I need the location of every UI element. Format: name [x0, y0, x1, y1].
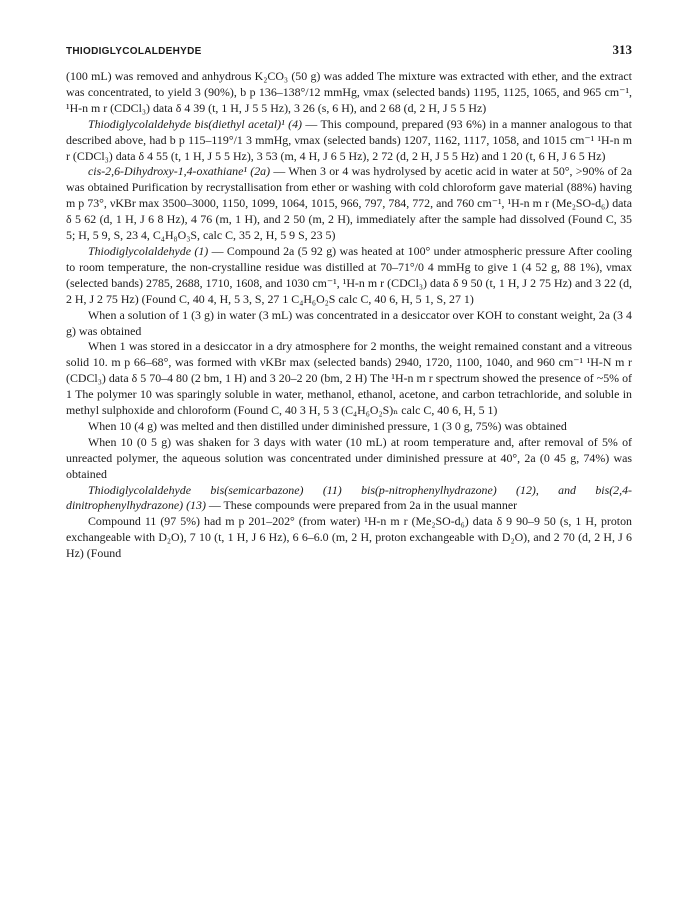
article-body: [66, 69, 632, 562]
paragraph-derivatives: [66, 483, 632, 515]
paragraph-compound-1: [66, 244, 632, 308]
paragraph-compound-11: [66, 514, 632, 562]
paragraph-text: — Compound 2a (5 92 g) was heated at 100° under atmospheric pressure After cooling to room temperature, the non-crystalline residue was distilled at 70–71°/0 4 mmHg to give 1 (4 52 g, 88 1%), νmax (selected bands) 2785, 2688, 1710, 1608, and 1030 cm⁻¹, ¹H-n m r (CDCl₃) data δ 9 50 (t, 1 H, J 2 75 Hz) and 3 22 (d, 2 H, J 2 75 Hz) (Found C, 40 4, H, 5 3, S, 27 1 C₄H₆O₂S calc C, 40 6, H, 5 1, S, 27 1): [66, 243, 632, 306]
paragraph-compound-4: [66, 117, 632, 165]
compound-heading: Thiodiglycolaldehyde bis(diethyl acetal)¹ (4): [88, 116, 302, 131]
paragraph-text: (100 mL) was removed and anhydrous K₂CO₃ (50 g) was added The mixture was extracted with ether, and the extract was concentrated, to yield 3 (90%), b p 136–138°/12 mmHg, νmax (selected bands) 1195, 1125, 1065, and 965 cm⁻¹, ¹H-n m r (CDCl₃) data δ 4 39 (t, 1 H, J 5 5 Hz), 3 26 (s, 6 H), and 2 68 (d, 2 H, J 5 5 Hz): [66, 69, 632, 115]
paragraph-desiccator: [66, 308, 632, 340]
compound-heading: Thiodiglycolaldehyde (1): [88, 243, 209, 258]
page-number: 313: [612, 42, 632, 57]
compound-heading: Thiodiglycolaldehyde bis(semicarbazone) (11) bis(p-nitrophenylhydrazone) (12), and bis(2,4-dinitrophenylhydrazone) (13): [66, 482, 632, 513]
paragraph-text: When 10 (4 g) was melted and then distilled under diminished pressure, 1 (3 0 g, 75%) was obtained: [88, 418, 567, 433]
compound-heading: cis-2,6-Dihydroxy-1,4-oxathiane¹ (2a): [88, 164, 271, 179]
paragraph-text: When 1 was stored in a desiccator in a dry atmosphere for 2 months, the weight remained constant and a vitreous solid 10. m p 66–68°, was formed with νKBr max (selected bands) 2940, 1720, 1100, 1040, and 960 cm⁻¹ ¹H-N m r (CDCl₃) data δ 5 70–4 80 (2 bm, 1 H) and 3 20–2 20 (bm, 2 H) The ¹H-n m r spectrum showed the presence of ~5% of 1 The polymer 10 was sparingly soluble in water, methanol, ethanol, acetone, and carbon tetrachloride, and soluble in methyl sulphoxide and chloroform (Found C, 40 3 H, 5 3 (C₄H₆O₂S)ₙ calc C, 40 6, H, 5 1): [66, 339, 632, 418]
paragraph-hydrolysis: [66, 435, 632, 483]
running-title: THIODIGLYCOLALDEHYDE: [66, 46, 202, 57]
paragraph-text: — These compounds were prepared from 2a in the usual manner: [205, 498, 518, 513]
page-header: [66, 42, 632, 66]
journal-page: [66, 42, 632, 562]
paragraph-text: When a solution of 1 (3 g) in water (3 mL) was concentrated in a desiccator over KOH to constant weight, 2a (3 4 g) was obtained: [66, 307, 632, 338]
paragraph-distillation: [66, 419, 632, 435]
paragraph-text: Compound 11 (97 5%) had m p 201–202° (from water) ¹H-n m r (Me₂SO-d₆) data δ 9 90–9 50 (s, 1 H, proton exchangeable with D₂O), 7 10 (t, 1 H, J 6 Hz), 6 6–6.0 (m, 2 H, proton exchangeable with D₂O), and 2 70 (d, 2 H, J 6 Hz) (Found: [66, 514, 632, 561]
paragraph-text: When 10 (0 5 g) was shaken for 3 days with water (10 mL) at room temperature and, after removal of 5% of unreacted polymer, the aqueous solution was concentrated under diminished pressure at 40°, 2a (0 45 g, 74%) was obtained: [66, 434, 632, 481]
paragraph-text: — This compound, prepared (93 6%) in a manner analogous to that described above, had b p 115–119°/1 3 mmHg, νmax (selected bands) 1207, 1162, 1117, 1058, and 1015 cm⁻¹ ¹H-n m r (CDCl₃) data δ 4 55 (t, 1 H, J 5 5 Hz), 3 53 (m, 4 H, J 6 5 Hz), 2 72 (d, 2 H, J 5 5 Hz) and 1 20 (t, 6 H, J 6 5 Hz): [66, 116, 632, 163]
paragraph-polymer-10: [66, 339, 632, 419]
paragraph-text: — When 3 or 4 was hydrolysed by acetic acid in water at 50°, >90% of 2a was obtained Purification by recrystallisation from ether or washing with cold chloroform gave material (88%) having m p 73°, νKBr max 3500–3000, 1150, 1099, 1064, 1015, 966, 797, 784, 772, and 760 cm⁻¹, ¹H-n m r (Me₂SO-d₆) data δ 5 62 (d, 1 H, J 6 8 Hz), 4 76 (m, 1 H), and 2 50 (m, 2 H), immediately after the sample had dissolved (Found C, 35 5; H, 5 9, S, 23 4, C₄H₈O₃S, calc C, 35 2, H, 5 9 S, 23 5): [66, 164, 632, 243]
paragraph-isolation: [66, 69, 632, 117]
paragraph-compound-2a: [66, 164, 632, 244]
